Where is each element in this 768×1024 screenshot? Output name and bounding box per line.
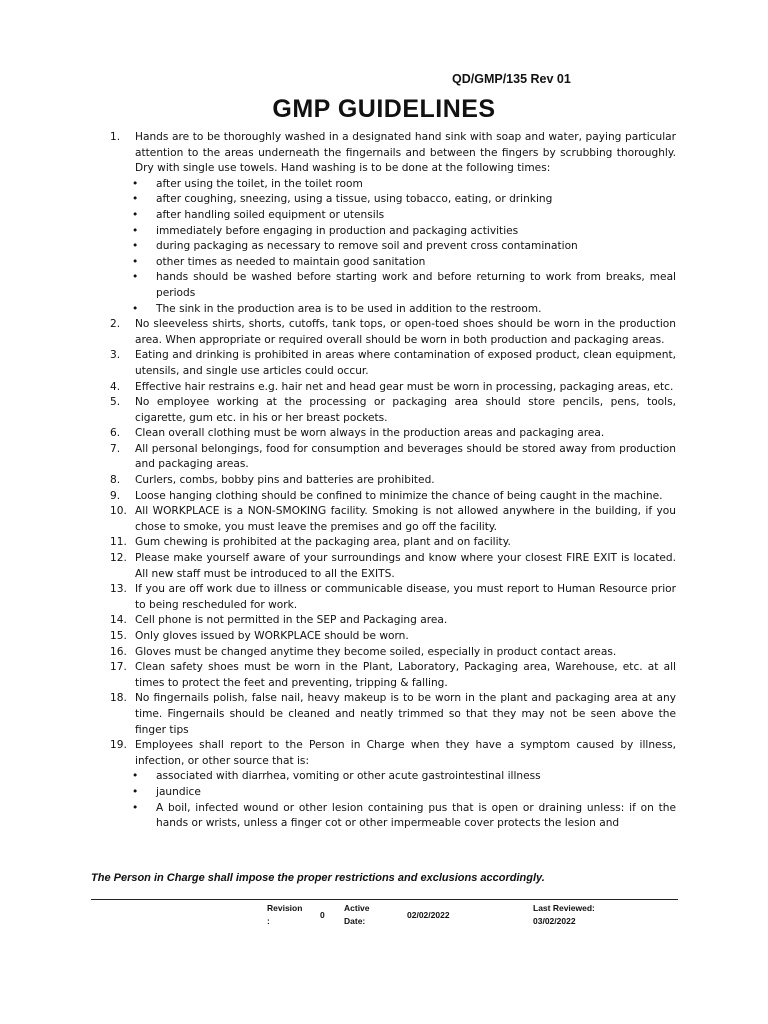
bullet-icon: • xyxy=(132,801,139,814)
bullet-list xyxy=(110,769,676,831)
list-item xyxy=(110,348,676,379)
list-item-text: Curlers, combs, bobby pins and batteries are prohibited. xyxy=(135,474,435,487)
list-item-number: 5. xyxy=(110,396,121,409)
bullet-list xyxy=(110,177,676,317)
list-item-text: Gloves must be changed anytime they become soiled, especially in product contact areas. xyxy=(135,645,617,658)
bullet-text: The sink in the production area is to be used in addition to the restroom. xyxy=(156,302,542,315)
list-item xyxy=(110,738,676,769)
list-item-number: 16. xyxy=(110,645,127,658)
list-item-number: 3. xyxy=(110,349,121,362)
list-item-number: 2. xyxy=(110,318,121,331)
bullet-text: after coughing, sneezing, using a tissue, using tobacco, eating, or drinking xyxy=(156,193,553,206)
bullet-item xyxy=(110,224,676,240)
list-item-number: 8. xyxy=(110,474,121,487)
list-item xyxy=(110,130,676,177)
bullet-item xyxy=(110,177,676,193)
bullet-icon: • xyxy=(132,240,139,253)
page-title: GMP GUIDELINES xyxy=(272,95,496,123)
list-item xyxy=(110,629,676,645)
list-item-number: 19. xyxy=(110,739,127,752)
footer-divider xyxy=(91,899,678,900)
revision-value: 0 xyxy=(320,910,325,920)
revision-colon: : xyxy=(267,916,270,926)
list-item xyxy=(110,691,676,738)
bullet-item xyxy=(110,208,676,224)
bullet-text: A boil, infected wound or other lesion containing pus that is open or draining unless: if on the hands or wrists, unless a finger cot or other impermeable cover protects the lesion and xyxy=(156,801,676,830)
list-item-number: 1. xyxy=(110,131,121,143)
bullet-text: after using the toilet, in the toilet room xyxy=(156,177,363,190)
list-item xyxy=(110,380,676,396)
bullet-text: other times as needed to maintain good sanitation xyxy=(156,255,426,268)
list-item-text: Only gloves issued by WORKPLACE should be worn. xyxy=(135,630,409,642)
list-item xyxy=(110,660,676,691)
list-item-text: All WORKPLACE is a NON-SMOKING facility. Smoking is not allowed anywhere in the building, if you chose to smoke, you must leave the premises and go off the facility. xyxy=(135,505,676,533)
list-item-text: Clean safety shoes must be worn in the Plant, Laboratory, Packaging area, Warehouse, etc. at all times to protect the feet and preventing, tripping & falling. xyxy=(135,661,676,689)
bullet-item xyxy=(110,192,676,208)
list-item-number: 11. xyxy=(110,536,127,549)
list-item-text: Hands are to be thoroughly washed in a designated hand sink with soap and water, paying particular attention to the areas underneath the fingernails and between the fingers by scrubbing thoroughly. Dry with single use towels. Hand washing is to be done at the following times: xyxy=(135,131,676,175)
bullet-icon: • xyxy=(132,193,139,206)
bullet-icon: • xyxy=(132,302,139,315)
list-item-text: No fingernails polish, false nail, heavy makeup is to be worn in the plant and packaging area at any time. Fingernails should be cleaned and neatly trimmed so that they may not be seen above the finger tips xyxy=(135,692,676,736)
list-item-text: No sleeveless shirts, shorts, cutoffs, tank tops, or open-toed shoes should be worn in the production area. When appropriate or required overall should be worn in both production and packaging areas. xyxy=(135,318,676,346)
document-code: QD/GMP/135 Rev 01 xyxy=(452,72,571,86)
bullet-text: hands should be washed before starting work and before returning to work from breaks, meal periods xyxy=(156,271,676,299)
last-reviewed-label: Last Reviewed: xyxy=(533,903,595,913)
bullet-icon: • xyxy=(132,271,139,284)
bullet-item xyxy=(110,769,676,785)
list-item-text: Cell phone is not permitted in the SEP and Packaging area. xyxy=(135,614,448,627)
list-item xyxy=(110,645,676,661)
list-item-number: 12. xyxy=(110,552,127,565)
list-item-text: Gum chewing is prohibited at the packaging area, plant and on facility. xyxy=(135,536,511,549)
bullet-item xyxy=(110,302,676,318)
bullet-icon: • xyxy=(132,255,139,268)
list-item xyxy=(110,395,676,426)
active-date-value: 02/02/2022 xyxy=(407,910,450,920)
list-item-number: 4. xyxy=(110,380,121,393)
bullet-icon: • xyxy=(132,785,139,798)
list-item-text: Loose hanging clothing should be confined to minimize the chance of being caught in the machine. xyxy=(135,489,663,502)
list-item xyxy=(110,489,676,505)
list-item-text: Eating and drinking is prohibited in areas where contamination of exposed product, clean equipment, utensils, and single use articles could occur. xyxy=(135,349,676,377)
bullet-item xyxy=(110,255,676,271)
revision-label: Revision xyxy=(267,903,303,913)
bullet-text: jaundice xyxy=(156,785,201,798)
list-item-number: 10. xyxy=(110,505,127,518)
list-item xyxy=(110,535,676,551)
list-item-text: All personal belongings, food for consumption and beverages should be stored away from production and packaging areas. xyxy=(135,442,676,471)
list-item-number: 18. xyxy=(110,692,127,705)
list-item xyxy=(110,504,676,535)
list-item-number: 13. xyxy=(110,583,127,596)
active-date-label: Date: xyxy=(344,916,366,926)
list-item xyxy=(110,613,676,629)
bullet-item xyxy=(110,801,676,832)
list-item xyxy=(110,426,676,442)
bullet-text: during packaging as necessary to remove soil and prevent cross contamination xyxy=(156,240,578,253)
list-item-text: Effective hair restrains e.g. hair net and head gear must be worn in processing, packaging areas, etc. xyxy=(135,380,674,393)
bullet-icon: • xyxy=(132,208,139,221)
bullet-item xyxy=(110,270,676,301)
bullet-icon: • xyxy=(132,224,139,237)
list-item-text: If you are off work due to illness or communicable disease, you must report to Human Resource prior to being rescheduled for work. xyxy=(135,583,676,611)
list-item-text: Clean overall clothing must be worn always in the production areas and packaging area. xyxy=(135,427,605,440)
bullet-icon: • xyxy=(132,770,139,783)
active-label: Active xyxy=(344,903,370,913)
bullet-text: associated with diarrhea, vomiting or other acute gastrointestinal illness xyxy=(156,770,541,783)
bullet-text: immediately before engaging in production and packaging activities xyxy=(156,224,519,237)
last-reviewed-date: 03/02/2022 xyxy=(533,916,576,926)
list-item xyxy=(110,442,676,473)
list-item-text: Employees shall report to the Person in Charge when they have a symptom caused by illness, infection, or other source that is: xyxy=(135,739,676,767)
list-item-number: 6. xyxy=(110,427,121,440)
guidelines-list xyxy=(110,130,676,832)
footer-note: The Person in Charge shall impose the proper restrictions and exclusions accordingly. xyxy=(91,872,545,884)
bullet-text: after handling soiled equipment or utensils xyxy=(156,208,385,221)
list-item-number: 9. xyxy=(110,489,121,502)
bullet-icon: • xyxy=(132,177,139,190)
list-item xyxy=(110,473,676,489)
list-item xyxy=(110,582,676,613)
bullet-item xyxy=(110,239,676,255)
list-item-number: 17. xyxy=(110,661,127,674)
list-item xyxy=(110,551,676,582)
list-item-number: 15. xyxy=(110,630,127,642)
list-item xyxy=(110,317,676,348)
bullet-item xyxy=(110,785,676,801)
list-item-number: 14. xyxy=(110,614,127,627)
list-item-text: No employee working at the processing or packaging area should store pencils, pens, tools, cigarette, gum etc. in his or her breast pockets. xyxy=(135,396,676,424)
list-item-text: Please make yourself aware of your surroundings and know where your closest FIRE EXIT is located. All new staff must be introduced to all the EXITS. xyxy=(135,552,676,580)
list-item-number: 7. xyxy=(110,442,121,455)
